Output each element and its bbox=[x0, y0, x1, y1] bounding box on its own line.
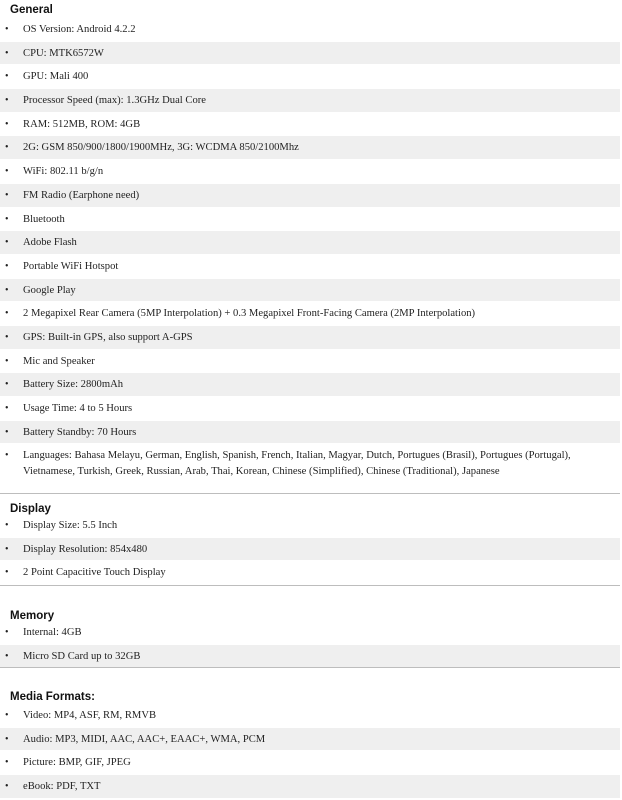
bullet-icon: • bbox=[5, 403, 9, 414]
spec-item-gpu: • GPU: Mali 400 bbox=[0, 65, 620, 89]
bullet-icon: • bbox=[5, 189, 9, 201]
bullet-icon: • bbox=[5, 379, 9, 391]
bullet-icon: • bbox=[5, 142, 9, 154]
bullet-icon: • bbox=[5, 733, 9, 745]
spec-item-display-size: • Display Size: 5.5 Inch bbox=[0, 514, 620, 538]
spec-item-os-version: • OS Version: Android 4.2.2 bbox=[0, 18, 620, 42]
spec-item-ebook: • eBook: PDF, TXT bbox=[0, 775, 620, 799]
spec-item-adobe-flash: • Adobe Flash bbox=[0, 231, 620, 255]
bullet-icon: • bbox=[5, 567, 9, 579]
spec-item-touch-display: • 2 Point Capacitive Touch Display bbox=[0, 561, 620, 585]
bullet-icon: • bbox=[5, 520, 9, 531]
bullet-icon: • bbox=[5, 95, 9, 107]
spec-item-processor-speed: • Processor Speed (max): 1.3GHz Dual Core bbox=[0, 89, 620, 113]
spec-item-display-resolution: • Display Resolution: 854x480 bbox=[0, 538, 620, 562]
spec-item-usage-time: • Usage Time: 4 to 5 Hours bbox=[0, 397, 620, 421]
spec-item-picture: • Picture: BMP, GIF, JPEG bbox=[0, 751, 620, 775]
spec-item-gps: • GPS: Built-in GPS, also support A-GPS bbox=[0, 326, 620, 350]
spec-item-mic-speaker: • Mic and Speaker bbox=[0, 350, 620, 374]
bullet-icon: • bbox=[5, 308, 9, 320]
section-divider bbox=[0, 667, 620, 668]
bullet-icon: • bbox=[5, 757, 9, 769]
spec-item-micro-sd: • Micro SD Card up to 32GB bbox=[0, 645, 620, 669]
spec-item-camera: • 2 Megapixel Rear Camera (5MP Interpolation) + 0.3 Megapixel Front-Facing Camera (2MP Interpolation) bbox=[0, 302, 620, 326]
spec-item-internal: • Internal: 4GB bbox=[0, 621, 620, 645]
bullet-icon: • bbox=[5, 47, 9, 59]
spec-item-audio: • Audio: MP3, MIDI, AAC, AAC+, EAAC+, WMA, PCM bbox=[0, 728, 620, 752]
spec-item-hotspot: • Portable WiFi Hotspot bbox=[0, 255, 620, 279]
bullet-icon: • bbox=[5, 450, 9, 462]
bullet-icon: • bbox=[5, 781, 9, 793]
bullet-icon: • bbox=[5, 166, 9, 178]
bullet-icon: • bbox=[5, 237, 9, 249]
spec-item-languages: • Languages: Bahasa Melayu, German, English, Spanish, French, Italian, Magyar, Dutch, Portugues (Brasil), Portugues (Portugal), Vietnamese, Turkish, Greek, Russian, Arab, Thai, Korean, Chinese (Simplified), Chinese (Traditional), Japanese bbox=[0, 444, 620, 484]
media-formats-spec-list bbox=[0, 704, 620, 799]
bullet-icon: • bbox=[5, 426, 9, 438]
section-divider bbox=[0, 585, 620, 586]
spec-item-wifi: • WiFi: 802.11 b/g/n bbox=[0, 160, 620, 184]
spec-item-bluetooth: • Bluetooth bbox=[0, 208, 620, 232]
spec-item-cpu: • CPU: MTK6572W bbox=[0, 42, 620, 66]
bullet-icon: • bbox=[5, 650, 9, 662]
bullet-icon: • bbox=[5, 543, 9, 555]
bullet-icon: • bbox=[5, 627, 9, 638]
bullet-icon: • bbox=[5, 710, 9, 721]
bullet-icon: • bbox=[5, 118, 9, 130]
bullet-icon: • bbox=[5, 355, 9, 367]
memory-spec-list bbox=[0, 621, 620, 668]
spec-item-fm-radio: • FM Radio (Earphone need) bbox=[0, 184, 620, 208]
section-title-display: Display bbox=[10, 503, 51, 515]
bullet-icon: • bbox=[5, 24, 9, 35]
spec-item-ram-rom: • RAM: 512MB, ROM: 4GB bbox=[0, 113, 620, 137]
section-title-general: General bbox=[10, 4, 53, 16]
section-title-memory: Memory bbox=[10, 610, 55, 622]
spec-item-battery-standby: • Battery Standby: 70 Hours bbox=[0, 421, 620, 445]
spec-item-google-play: • Google Play bbox=[0, 279, 620, 303]
bullet-icon: • bbox=[5, 284, 9, 296]
spec-item-network: • 2G: GSM 850/900/1800/1900MHz, 3G: WCDMA 850/2100Mhz bbox=[0, 136, 620, 160]
section-divider bbox=[0, 493, 620, 494]
general-spec-list bbox=[0, 18, 620, 484]
spec-item-video: • Video: MP4, ASF, RM, RMVB bbox=[0, 704, 620, 728]
bullet-icon: • bbox=[5, 213, 9, 225]
bullet-icon: • bbox=[5, 260, 9, 272]
section-title-media-formats: Media Formats: bbox=[10, 691, 95, 703]
spec-item-battery-size: • Battery Size: 2800mAh bbox=[0, 373, 620, 397]
bullet-icon: • bbox=[5, 331, 9, 343]
bullet-icon: • bbox=[5, 71, 9, 83]
display-spec-list bbox=[0, 514, 620, 585]
